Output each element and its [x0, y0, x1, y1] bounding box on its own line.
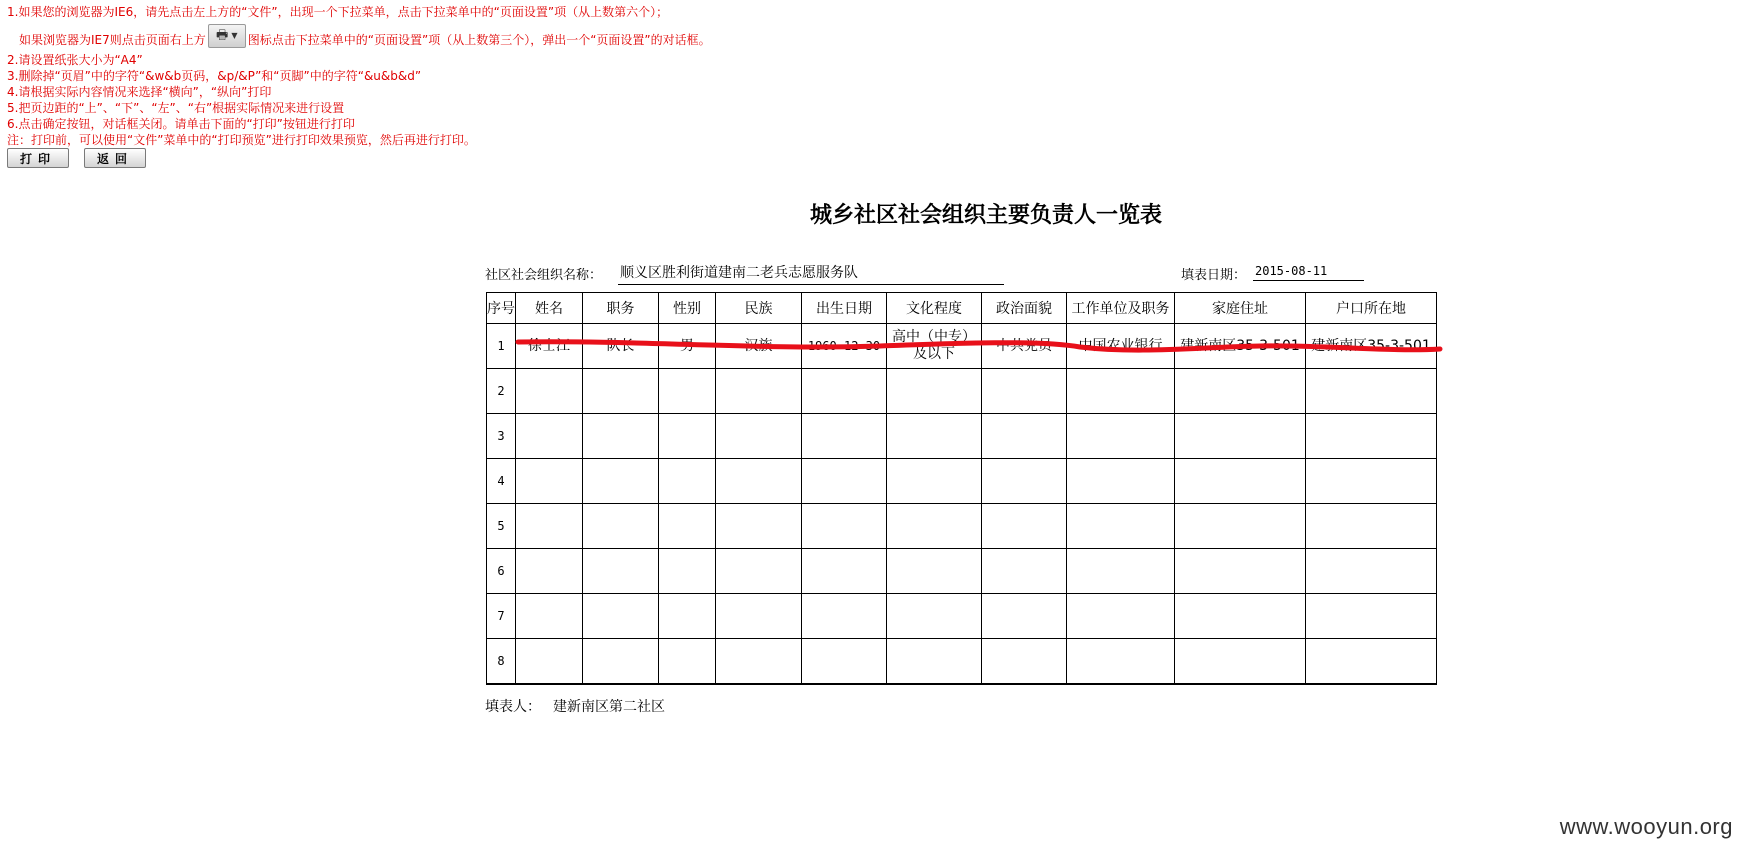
header-position: 职务 [583, 293, 659, 324]
cell-birthdate [802, 639, 887, 685]
cell-position [583, 594, 659, 639]
cell-name [516, 639, 583, 685]
cell-education [887, 594, 982, 639]
instruction-line-4: 4.请根据实际内容情况来选择“横向”，“纵向”打印 [7, 85, 272, 99]
cell-political-status [982, 549, 1067, 594]
header-birthdate: 出生日期 [802, 293, 887, 324]
cell-name: 徐士江 [516, 324, 583, 369]
table-row [487, 324, 1437, 369]
cell-household-registration: 建新南区35-3-501 [1306, 324, 1437, 369]
cell-gender [659, 414, 716, 459]
table-row [487, 504, 1437, 549]
fill-date-value: 2015-08-11 [1253, 264, 1364, 281]
cell-birthdate [802, 459, 887, 504]
cell-home-address: 建新南区35-3-501 [1175, 324, 1306, 369]
cell-home-address [1175, 594, 1306, 639]
cell-household-registration [1306, 639, 1437, 685]
cell-seq: 3 [487, 414, 516, 459]
print-instructions [7, 4, 1107, 148]
cell-ethnicity [716, 639, 802, 685]
cell-name [516, 459, 583, 504]
cell-political-status [982, 459, 1067, 504]
cell-position [583, 549, 659, 594]
header-ethnicity: 民族 [716, 293, 802, 324]
table-row [487, 594, 1437, 639]
cell-birthdate [802, 549, 887, 594]
instruction-line-3: 3.删除掉“页眉”中的字符“&w&b页码，&p/&P”和“页脚”中的字符“&u&b&d” [7, 69, 422, 83]
cell-household-registration [1306, 414, 1437, 459]
cell-ethnicity [716, 369, 802, 414]
cell-name [516, 549, 583, 594]
cell-gender [659, 459, 716, 504]
cell-ethnicity [716, 594, 802, 639]
header-education: 文化程度 [887, 293, 982, 324]
cell-ethnicity [716, 549, 802, 594]
print-button[interactable]: 打印 [7, 148, 69, 168]
back-button[interactable]: 返回 [84, 148, 146, 168]
cell-education [887, 504, 982, 549]
cell-employer [1067, 414, 1175, 459]
cell-ethnicity [716, 504, 802, 549]
cell-home-address [1175, 414, 1306, 459]
cell-position [583, 369, 659, 414]
cell-seq: 7 [487, 594, 516, 639]
cell-home-address [1175, 369, 1306, 414]
cell-employer [1067, 504, 1175, 549]
cell-home-address [1175, 504, 1306, 549]
cell-name [516, 414, 583, 459]
cell-household-registration [1306, 594, 1437, 639]
instruction-line-1: 1.如果您的浏览器为IE6，请先点击左上方的“文件”，出现一个下拉菜单，点击下拉菜单中的“页面设置”项（从上数第六个）； [7, 5, 669, 19]
org-name-label: 社区社会组织名称： [485, 268, 603, 283]
cell-employer [1067, 594, 1175, 639]
cell-education [887, 549, 982, 594]
cell-name [516, 594, 583, 639]
table-row [487, 549, 1437, 594]
cell-seq: 6 [487, 549, 516, 594]
cell-household-registration [1306, 369, 1437, 414]
cell-birthdate [802, 414, 887, 459]
form-meta [485, 260, 1435, 286]
cell-political-status [982, 639, 1067, 685]
cell-seq: 4 [487, 459, 516, 504]
cell-education [887, 639, 982, 685]
cell-birthdate: 1960-12-30 [802, 324, 887, 369]
cell-political-status [982, 414, 1067, 459]
instruction-note: 注：打印前，可以使用“文件”菜单中的“打印预览”进行打印效果预览，然后再进行打印。 [7, 133, 476, 147]
cell-name [516, 369, 583, 414]
cell-position [583, 639, 659, 685]
cell-political-status [982, 594, 1067, 639]
table-row [487, 369, 1437, 414]
cell-employer [1067, 369, 1175, 414]
cell-seq: 5 [487, 504, 516, 549]
cell-gender [659, 369, 716, 414]
action-buttons [7, 148, 146, 168]
cell-household-registration [1306, 549, 1437, 594]
filler-info [485, 696, 665, 716]
watermark: www.wooyun.org [1559, 814, 1733, 839]
instruction-line-2: 2.请设置纸张大小为“A4” [7, 53, 143, 67]
cell-gender: 男 [659, 324, 716, 369]
header-household-registration: 户口所在地 [1306, 293, 1437, 324]
cell-political-status [982, 369, 1067, 414]
cell-gender [659, 639, 716, 685]
cell-household-registration [1306, 504, 1437, 549]
cell-birthdate [802, 369, 887, 414]
cell-gender [659, 594, 716, 639]
cell-ethnicity [716, 414, 802, 459]
cell-position [583, 459, 659, 504]
cell-seq: 2 [487, 369, 516, 414]
header-home-address: 家庭住址 [1175, 293, 1306, 324]
cell-seq: 1 [487, 324, 516, 369]
printer-icon[interactable]: 🖶 ▼ [208, 24, 246, 48]
table-header-row [487, 293, 1437, 324]
table-row [487, 414, 1437, 459]
instruction-ie7-prefix: 如果浏览器为IE7则点击页面右上方 [19, 33, 206, 47]
header-name: 姓名 [516, 293, 583, 324]
instruction-line-ie7 [7, 28, 1107, 52]
cell-position [583, 504, 659, 549]
cell-gender [659, 549, 716, 594]
chevron-down-icon: ▼ [231, 31, 238, 40]
cell-education [887, 414, 982, 459]
filler-label: 填表人： [485, 699, 541, 715]
org-name-value: 顺义区胜利街道建南二老兵志愿服务队 [618, 262, 1004, 285]
header-gender: 性别 [659, 293, 716, 324]
header-employer: 工作单位及职务 [1067, 293, 1175, 324]
cell-gender [659, 504, 716, 549]
cell-employer [1067, 549, 1175, 594]
header-political-status: 政治面貌 [982, 293, 1067, 324]
cell-position: 队长 [583, 324, 659, 369]
table-row [487, 459, 1437, 504]
cell-ethnicity: 汉族 [716, 324, 802, 369]
instruction-ie7-suffix: 图标点击下拉菜单中的“页面设置”项（从上数第三个），弹出一个“页面设置”的对话框。 [247, 33, 711, 47]
cell-employer: 中国农业银行 [1067, 324, 1175, 369]
cell-home-address [1175, 459, 1306, 504]
fill-date-label: 填表日期： [1181, 268, 1247, 283]
cell-seq: 8 [487, 639, 516, 685]
cell-employer [1067, 459, 1175, 504]
cell-political-status [982, 504, 1067, 549]
instruction-line-6: 6.点击确定按钮，对话框关闭。请单击下面的“打印”按钮进行打印 [7, 117, 355, 131]
filler-value: 建新南区第二社区 [553, 699, 665, 715]
cell-education: 高中（中专）及以下 [887, 324, 982, 369]
cell-employer [1067, 639, 1175, 685]
cell-home-address [1175, 639, 1306, 685]
cell-ethnicity [716, 459, 802, 504]
cell-household-registration [1306, 459, 1437, 504]
cell-birthdate [802, 594, 887, 639]
cell-position [583, 414, 659, 459]
leaders-table [486, 292, 1437, 685]
cell-education [887, 369, 982, 414]
cell-education [887, 459, 982, 504]
cell-political-status: 中共党员 [982, 324, 1067, 369]
cell-birthdate [802, 504, 887, 549]
cell-name [516, 504, 583, 549]
header-seq: 序号 [487, 293, 516, 324]
document-title: 城乡社区社会组织主要负责人一览表 [809, 202, 1162, 228]
cell-home-address [1175, 549, 1306, 594]
instruction-line-5: 5.把页边距的“上”、“下”、“左”、“右”根据实际情况来进行设置 [7, 101, 345, 115]
table-row [487, 639, 1437, 685]
